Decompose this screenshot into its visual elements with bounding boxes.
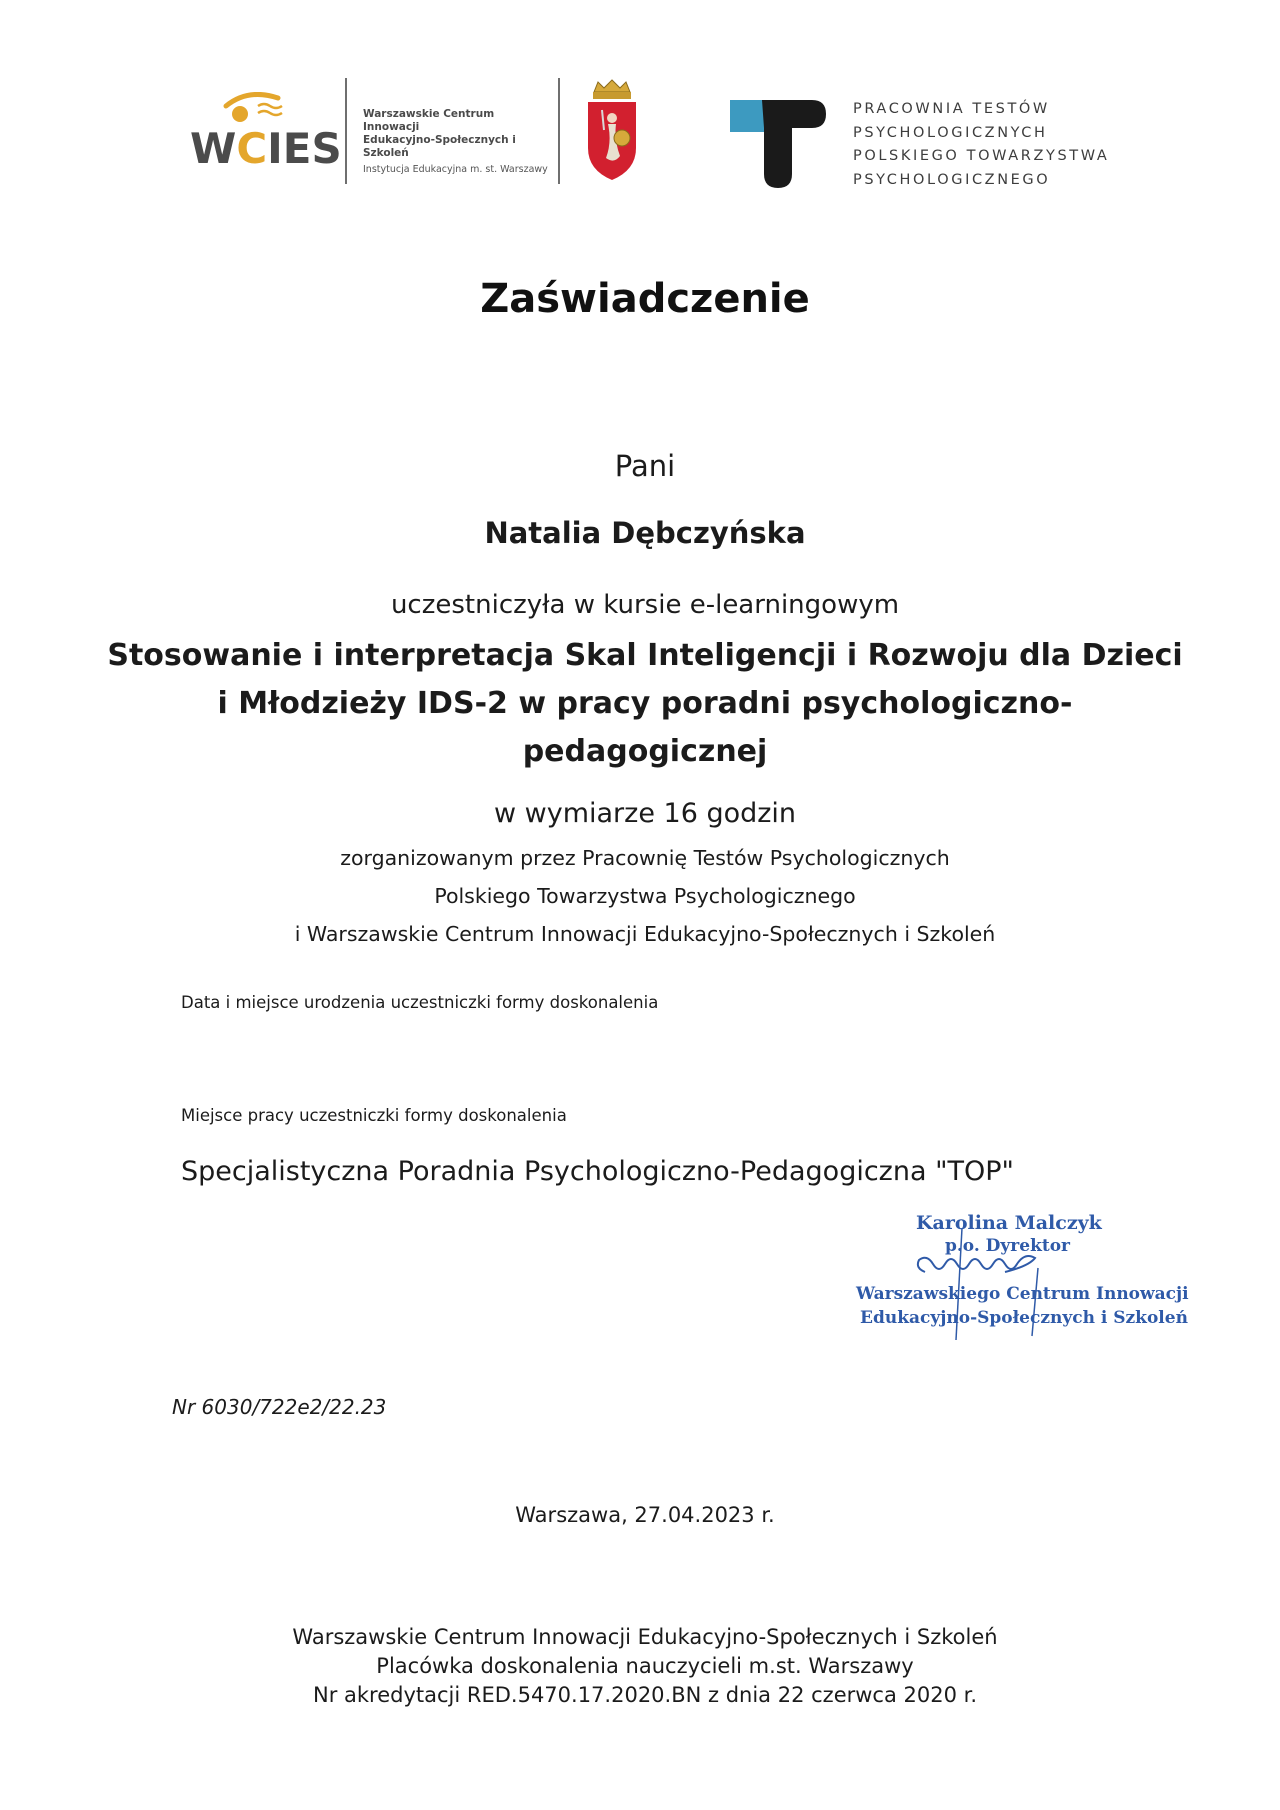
attended-text: uczestniczyła w kursie e-learningowym xyxy=(390,590,900,620)
certificate-title: Zaświadczenie xyxy=(480,276,810,322)
stamp-role: p.o. Dyrektor xyxy=(945,1236,1071,1256)
place-date: Warszawa, 27.04.2023 r. xyxy=(515,1503,775,1527)
organizer-line: i Warszawskie Centrum Innowacji Edukacyjno-Społecznych i Szkoleń xyxy=(294,922,996,946)
work-place: Specjalistyczna Poradnia Psychologiczno-Pedagogiczna "TOP" xyxy=(181,1156,1014,1187)
director-stamp xyxy=(850,1212,1189,1342)
wcies-logo-text: WCIES xyxy=(190,124,342,173)
header-divider xyxy=(345,78,347,184)
ptp-name: PRACOWNIA TESTÓW PSYCHOLOGICZNYCH POLSKIEGO TOWARZYSTWA PSYCHOLOGICZNEGO xyxy=(853,101,1110,188)
course-title-line: i Młodzieży IDS-2 w pracy poradni psychologiczno- xyxy=(217,686,1073,721)
footer-line: Placówka doskonalenia nauczycieli m.st. Warszawy xyxy=(376,1654,914,1678)
footer-line: Warszawskie Centrum Innowacji Edukacyjno-Społecznych i Szkoleń xyxy=(292,1625,998,1649)
work-label: Miejsce pracy uczestniczki formy doskonalenia xyxy=(181,1106,567,1125)
participant-name: Natalia Dębczyńska xyxy=(484,516,806,550)
stamp-org-line: Edukacyjno-Społecznych i Szkoleń xyxy=(860,1308,1188,1328)
wcies-subtitle: Instytucja Edukacyjna m. st. Warszawy xyxy=(363,164,548,175)
course-title xyxy=(0,632,1280,776)
footer-line: Nr akredytacji RED.5470.17.2020.BN z dnia 22 czerwca 2020 r. xyxy=(312,1683,978,1707)
wcies-full-name: Warszawskie Centrum Innowacji Edukacyjno-Społecznych i Szkoleń xyxy=(363,108,516,159)
organizer-line: zorganizowanym przez Pracownię Testów Psychologicznych xyxy=(340,846,950,870)
header-divider xyxy=(558,78,560,184)
certificate-number: Nr 6030/722e2/22.23 xyxy=(172,1395,387,1419)
birth-label: Data i miejsce urodzenia uczestniczki formy doskonalenia xyxy=(181,993,659,1012)
warsaw-coat-of-arms-icon xyxy=(584,78,640,182)
ptp-logo-icon xyxy=(726,96,830,190)
wcies-logo xyxy=(190,84,340,184)
organizer-line: Polskiego Towarzystwa Psychologicznego xyxy=(434,884,856,908)
course-title-line: pedagogicznej xyxy=(522,734,768,769)
course-hours: w wymiarze 16 godzin xyxy=(493,798,797,829)
salutation: Pani xyxy=(614,449,676,483)
stamp-name: Karolina Malczyk xyxy=(916,1212,1102,1234)
course-title-line: Stosowanie i interpretacja Skal Inteligencji i Rozwoju dla Dzieci xyxy=(107,638,1183,673)
stamp-org-line: Warszawskiego Centrum Innowacji xyxy=(856,1284,1189,1304)
